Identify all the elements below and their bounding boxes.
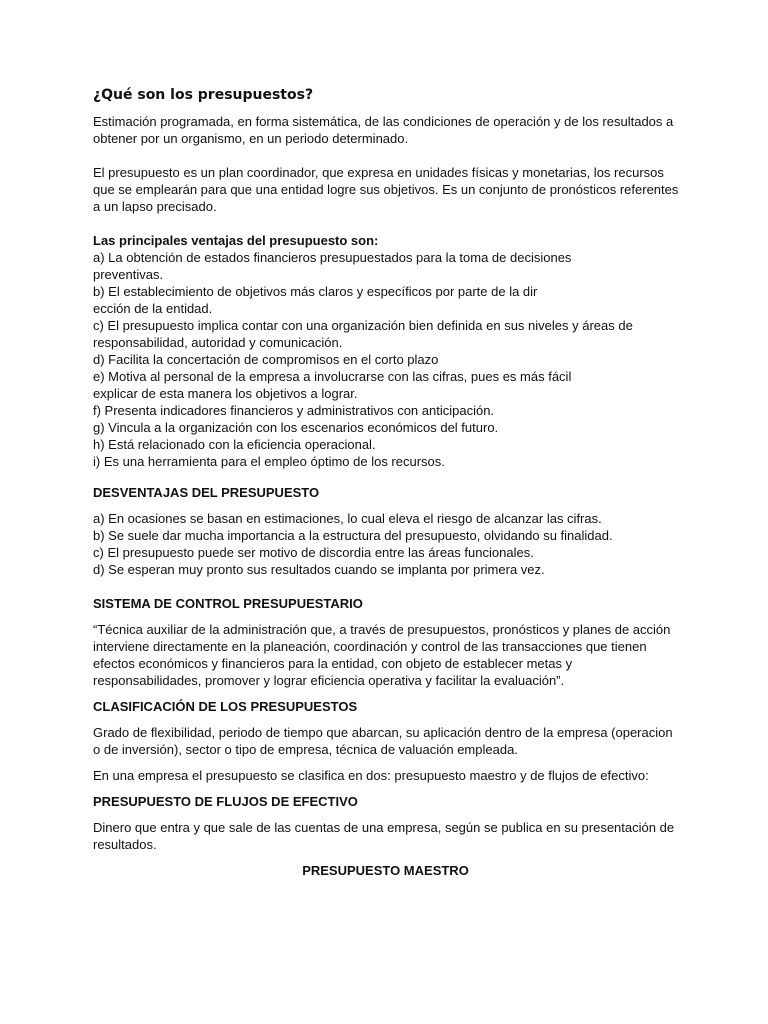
advantage-line: preventivas. xyxy=(93,267,164,282)
disadvantage-line: d) Se esperan muy pronto sus resultados cuando se implanta por primera vez. xyxy=(93,562,545,577)
classification-paragraph-1 xyxy=(93,724,678,758)
advantages-section xyxy=(93,232,678,470)
advantage-line: b) El establecimiento de objetivos más claros y específicos por parte de la dir xyxy=(93,284,538,299)
document-page xyxy=(93,86,678,879)
advantages-heading: Las principales ventajas del presupuesto son: xyxy=(93,233,379,248)
intro-line-2: obtener por un organismo, en un periodo determinado. xyxy=(93,131,409,146)
definition-line-1: El presupuesto es un plan coordinador, que expresa en unidades físicas y monetarias, los recursos xyxy=(93,165,664,180)
disadvantages-heading: DESVENTAJAS DEL PRESUPUESTO xyxy=(93,485,320,500)
control-system-line: interviene directamente en la planeación, coordinación y control de las transacciones que tienen xyxy=(93,639,647,654)
control-system-quote xyxy=(93,621,678,689)
intro-paragraph xyxy=(93,113,678,147)
disadvantages-list xyxy=(93,510,678,578)
intro-line-1: Estimación programada, en forma sistemática, de las condiciones de operación y de los resultados a xyxy=(93,114,674,129)
disadvantage-line: c) El presupuesto puede ser motivo de discordia entre las áreas funcionales. xyxy=(93,545,534,560)
classification-heading: CLASIFICACIÓN DE LOS PRESUPUESTOS xyxy=(93,699,358,714)
cash-flow-heading: PRESUPUESTO DE FLUJOS DE EFECTIVO xyxy=(93,794,358,809)
disadvantage-line: b) Se suele dar mucha importancia a la estructura del presupuesto, olvidando su finalidad. xyxy=(93,528,613,543)
advantage-line: ección de la entidad. xyxy=(93,301,213,316)
cash-flow-line-1: Dinero que entra y que sale de las cuentas de una empresa, según se publica en su presentación de xyxy=(93,820,675,835)
classification-line-3: En una empresa el presupuesto se clasifica en dos: presupuesto maestro y de flujos de efectivo: xyxy=(93,768,649,783)
definition-paragraph xyxy=(93,164,678,215)
control-system-line: efectos económicos y financieros para la entidad, con objeto de establecer metas y xyxy=(93,656,573,671)
disadvantage-line: a) En ocasiones se basan en estimaciones, lo cual eleva el riesgo de alcanzar las cifras. xyxy=(93,511,602,526)
advantage-line: responsabilidad, autoridad y comunicación. xyxy=(93,335,343,350)
advantage-line: h) Está relacionado con la eficiencia operacional. xyxy=(93,437,376,452)
cash-flow-paragraph xyxy=(93,819,678,853)
control-system-heading: SISTEMA DE CONTROL PRESUPUESTARIO xyxy=(93,596,363,611)
advantage-line: c) El presupuesto implica contar con una organización bien definida en sus niveles y áreas de xyxy=(93,318,633,333)
advantage-line: i) Es una herramienta para el empleo óptimo de los recursos. xyxy=(93,454,445,469)
classification-line-1: Grado de flexibilidad, periodo de tiempo que abarcan, su aplicación dentro de la empresa (operacion xyxy=(93,725,673,740)
advantage-line: a) La obtención de estados financieros presupuestados para la toma de decisiones xyxy=(93,250,572,265)
advantage-line: explicar de esta manera los objetivos a lograr. xyxy=(93,386,358,401)
advantage-line: d) Facilita la concertación de compromisos en el corto plazo xyxy=(93,352,439,367)
advantage-line: g) Vincula a la organización con los escenarios económicos del futuro. xyxy=(93,420,499,435)
control-system-line: responsabilidades, promover y lograr eficiencia operativa y facilitar la evaluación”. xyxy=(93,673,565,688)
cash-flow-line-2: resultados. xyxy=(93,837,157,852)
classification-line-2: o de inversión), sector o tipo de empresa, técnica de valuación empleada. xyxy=(93,742,518,757)
classification-paragraph-2 xyxy=(93,767,678,784)
definition-line-3: a un lapso precisado. xyxy=(93,199,217,214)
advantage-line: e) Motiva al personal de la empresa a involucrarse con las cifras, pues es más fácil xyxy=(93,369,572,384)
master-budget-heading: PRESUPUESTO MAESTRO xyxy=(302,863,469,878)
document-title: ¿Qué son los presupuestos? xyxy=(93,87,314,103)
advantage-line: f) Presenta indicadores financieros y administrativos con anticipación. xyxy=(93,403,495,418)
definition-line-2: que se emplearán para que una entidad logre sus objetivos. Es un conjunto de pronósticos referentes xyxy=(93,182,679,197)
control-system-line: “Técnica auxiliar de la administración que, a través de presupuestos, pronósticos y planes de acción xyxy=(93,622,671,637)
